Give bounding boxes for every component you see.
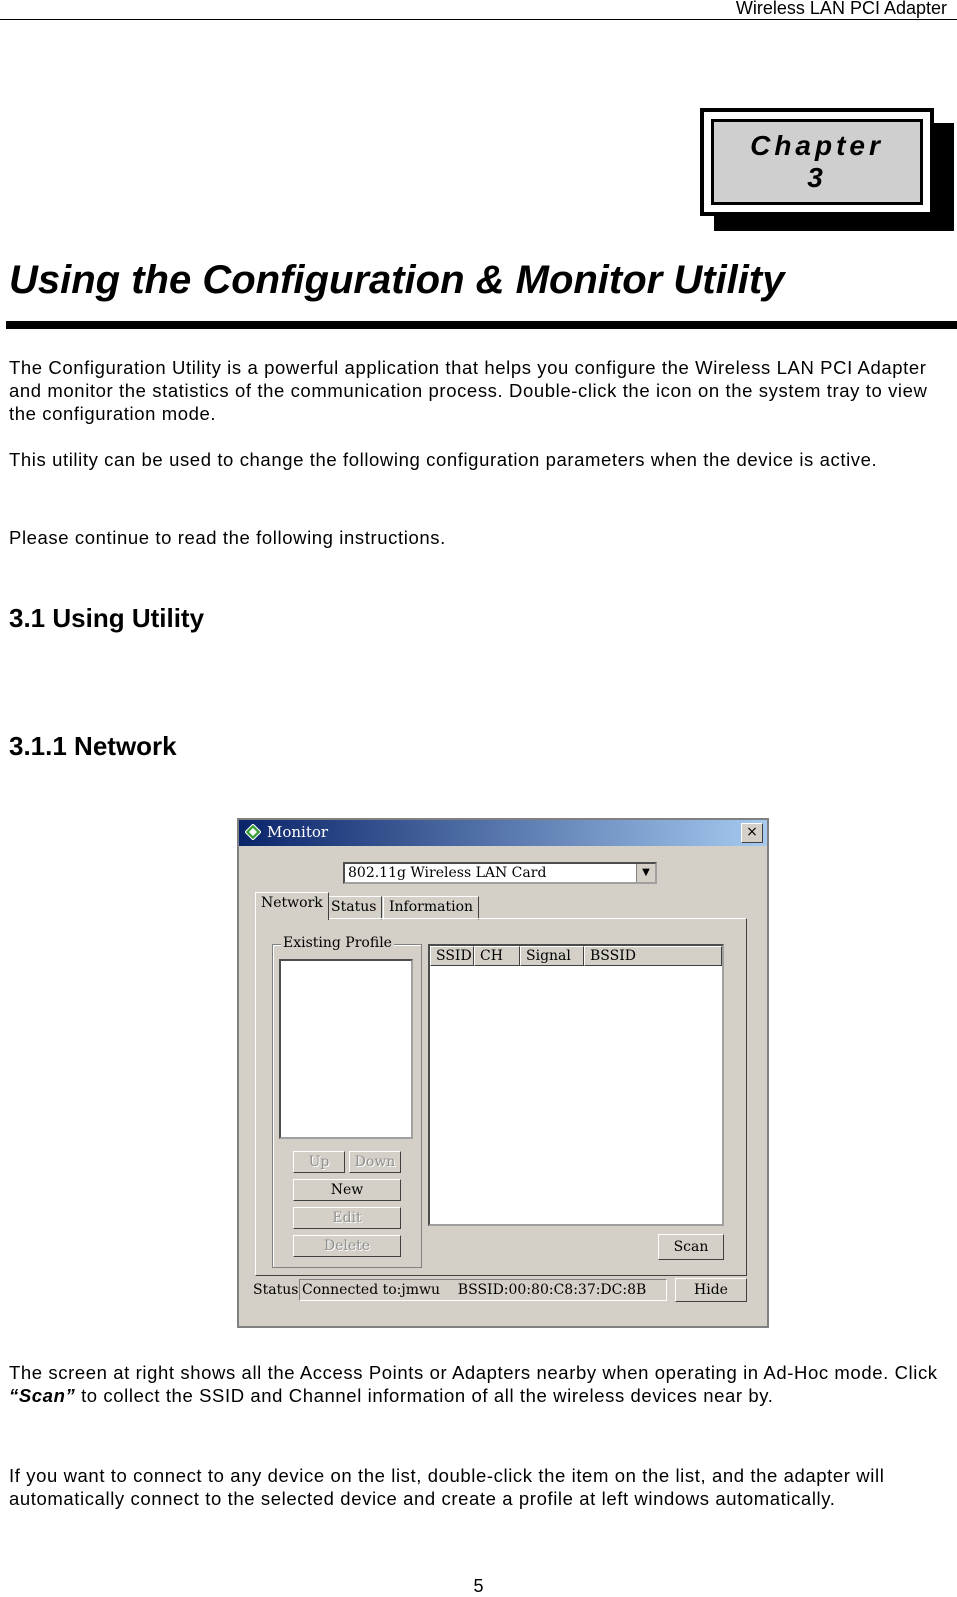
body-paragraph-scan	[9, 1361, 954, 1407]
profile-list[interactable]	[279, 959, 413, 1139]
column-header-bssid[interactable]: BSSID	[584, 946, 722, 966]
chevron-down-icon[interactable]: ▼	[636, 864, 655, 882]
monitor-titlebar[interactable]	[239, 820, 767, 846]
page-title: Using the Configuration & Monitor Utility	[9, 258, 785, 302]
up-button[interactable]: Up	[293, 1151, 345, 1173]
title-rule	[6, 321, 957, 329]
scan-text-pre: The screen at right shows all the Access Points or Adapters nearby when operating in Ad-Hoc mode. Click	[9, 1362, 938, 1383]
status-value: Connected to:jmwu BSSID:00:80:C8:37:DC:8B	[299, 1279, 667, 1301]
chapter-word: Chapter	[750, 130, 884, 161]
edit-button[interactable]: Edit	[293, 1207, 401, 1229]
tab-network[interactable]: Network	[255, 892, 329, 920]
scan-button[interactable]: Scan	[658, 1234, 724, 1260]
existing-profile-label: Existing Profile	[283, 935, 392, 951]
close-icon[interactable]: ×	[741, 823, 763, 843]
header-rule	[0, 19, 957, 20]
diamond-app-icon	[245, 824, 261, 840]
access-point-list[interactable]	[428, 944, 724, 1226]
adapter-select[interactable]	[343, 862, 657, 884]
new-button[interactable]: New	[293, 1179, 401, 1201]
chapter-box	[711, 119, 923, 205]
page-number: 5	[473, 1576, 484, 1596]
subsection-heading: 3.1.1 Network	[9, 731, 177, 761]
column-header-ch[interactable]: CH	[474, 946, 520, 966]
column-header-signal[interactable]: Signal	[520, 946, 584, 966]
scan-keyword: “Scan”	[9, 1385, 76, 1406]
running-header: Wireless LAN PCI Adapter	[735, 0, 947, 18]
body-paragraph-connect: If you want to connect to any device on the list, double-click the item on the list, and the adapter will automatically connect to the selected device and create a profile at left windows automatically.	[9, 1465, 885, 1509]
adapter-select-value: 802.11g Wireless LAN Card	[348, 865, 547, 881]
intro-paragraph-1: The Configuration Utility is a powerful application that helps you configure the Wireless LAN PCI Adapter and monitor the statistics of the communication process. Double-click the icon on the system tray to view the configuration mode.	[9, 357, 928, 424]
scan-text-post: to collect the SSID and Channel information of all the wireless devices near by.	[75, 1385, 774, 1406]
column-header-ssid[interactable]: SSID	[430, 946, 474, 966]
delete-button[interactable]: Delete	[293, 1235, 401, 1257]
intro-paragraph-2: This utility can be used to change the following configuration parameters when the device is active.	[9, 449, 878, 470]
hide-button[interactable]: Hide	[675, 1278, 747, 1302]
tab-information[interactable]: Information	[383, 896, 479, 920]
network-tab-panel	[255, 918, 747, 1276]
monitor-window	[237, 818, 769, 1328]
chapter-number: 3	[807, 162, 827, 193]
status-label: Status	[253, 1282, 299, 1298]
tab-status[interactable]: Status	[325, 896, 382, 920]
monitor-title: Monitor	[267, 823, 329, 841]
section-heading: 3.1 Using Utility	[9, 603, 205, 633]
existing-profile-group	[272, 935, 422, 1268]
down-button[interactable]: Down	[349, 1151, 401, 1173]
intro-paragraph-3: Please continue to read the following instructions.	[9, 527, 446, 548]
